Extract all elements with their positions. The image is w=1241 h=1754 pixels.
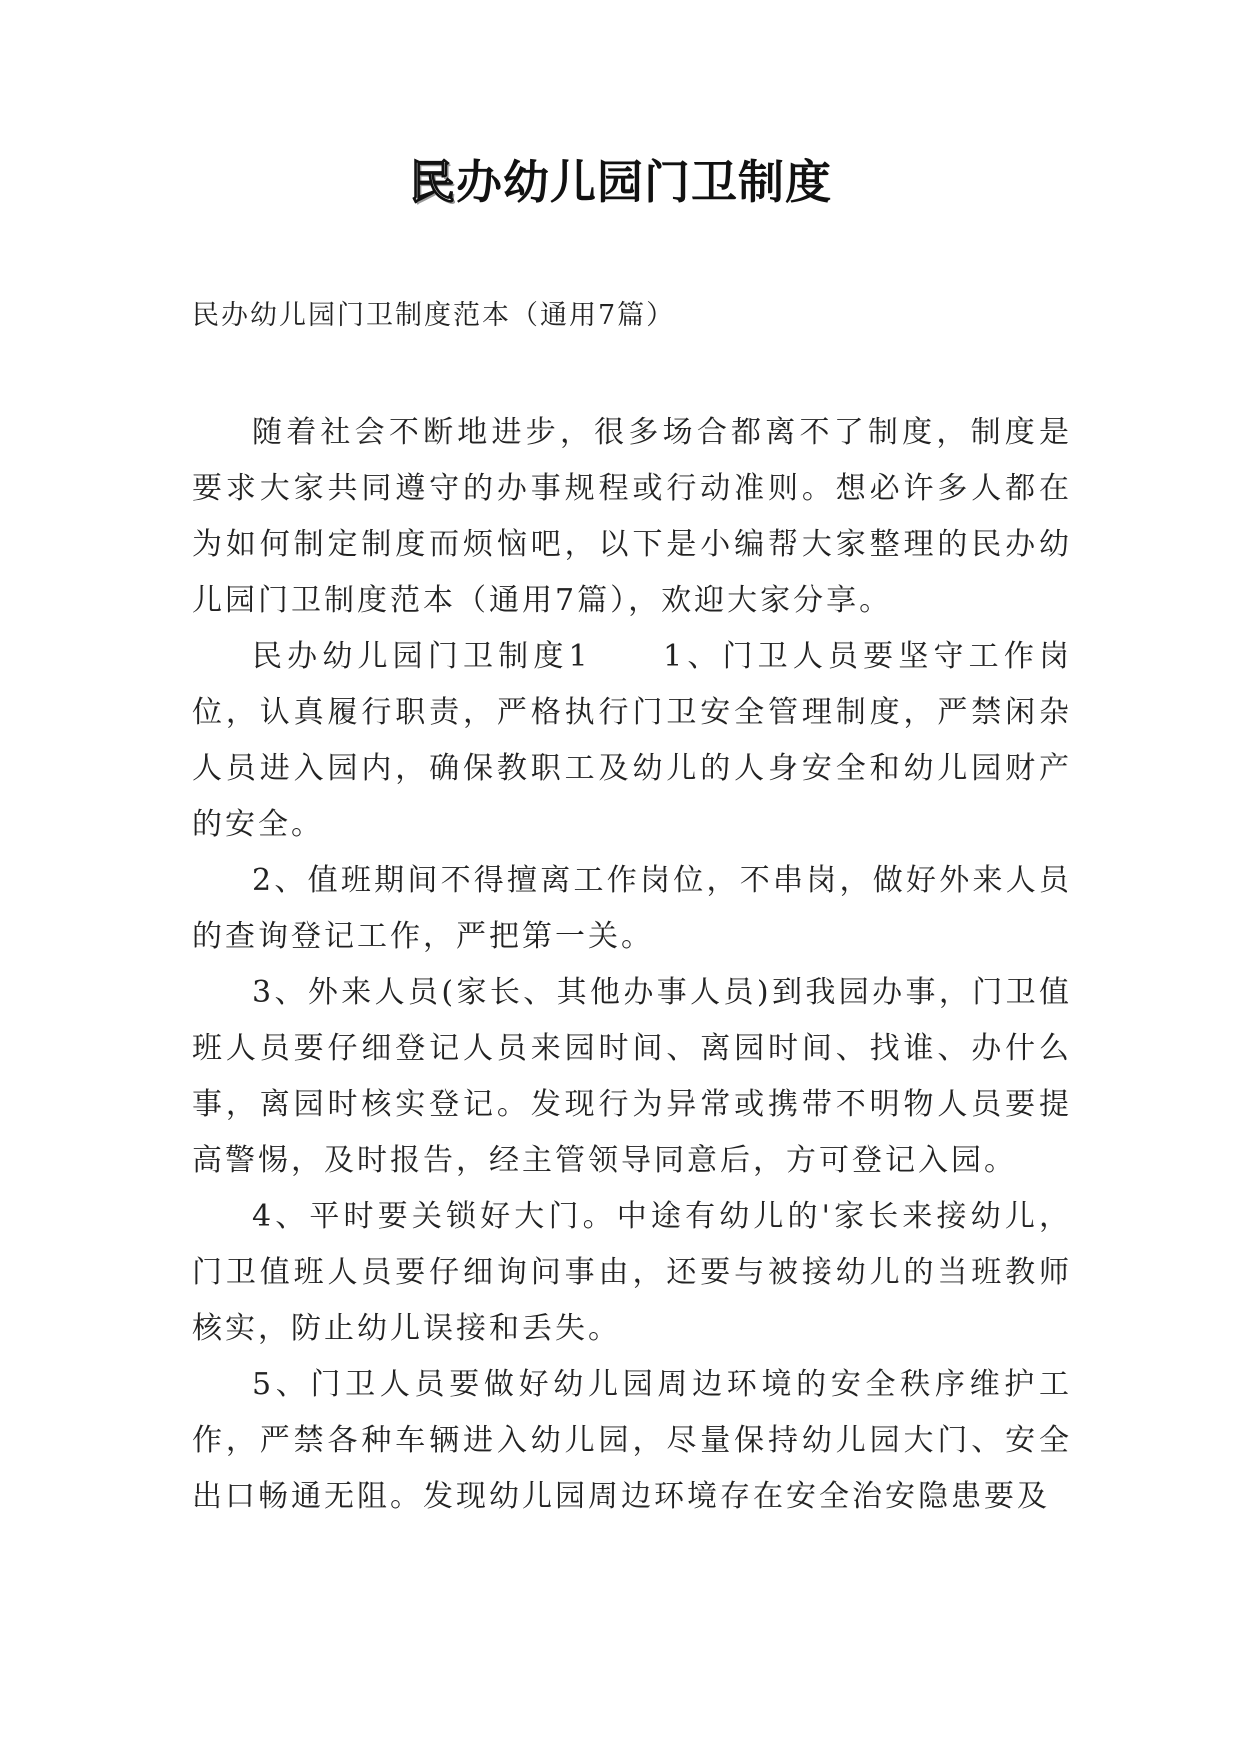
title-rest: 办幼儿园门卫制度 [456,155,832,209]
document-body [192,405,1072,1525]
paragraph-rule-4: 4、平时要关锁好大门。中途有幼儿的'家长来接幼儿，门卫值班人员要仔细询问事由，还要与被接幼儿的当班教师核实，防止幼儿误接和丢失。 [192,1199,1072,1346]
paragraph-rule-3: 3、外来人员(家长、其他办事人员)到我园办事，门卫值班人员要仔细登记人员来园时间、离园时间、找谁、办什么事，离园时核实登记。发现行为异常或携带不明物人员要提高警惕，及时报告，经主管领导同意后，方可登记入园。 [192,975,1072,1178]
document-subtitle: 民办幼儿园门卫制度范本（通用7篇） [192,300,676,331]
paragraph-intro: 随着社会不断地进步，很多场合都离不了制度，制度是要求大家共同遵守的办事规程或行动准则。想必许多人都在为如何制定制度而烦恼吧，以下是小编帮大家整理的民办幼儿园门卫制度范本（通用7篇），欢迎大家分享。 [192,415,1072,618]
paragraph-rule-5: 5、门卫人员要做好幼儿园周边环境的安全秩序维护工作，严禁各种车辆进入幼儿园，尽量保持幼儿园大门、安全出口畅通无阻。发现幼儿园周边环境存在安全治安隐患要及 [192,1367,1072,1514]
paragraph-rule-1: 民办幼儿园门卫制度1 1、门卫人员要坚守工作岗位，认真履行职责，严格执行门卫安全管理制度，严禁闲杂人员进入园内，确保教职工及幼儿的人身安全和幼儿园财产的安全。 [192,639,1072,842]
paragraph-rule-2: 2、值班期间不得擅离工作岗位，不串岗，做好外来人员的查询登记工作，严把第一关。 [192,863,1072,954]
document-title [0,152,1241,212]
title-first-char: 民 [409,155,456,209]
